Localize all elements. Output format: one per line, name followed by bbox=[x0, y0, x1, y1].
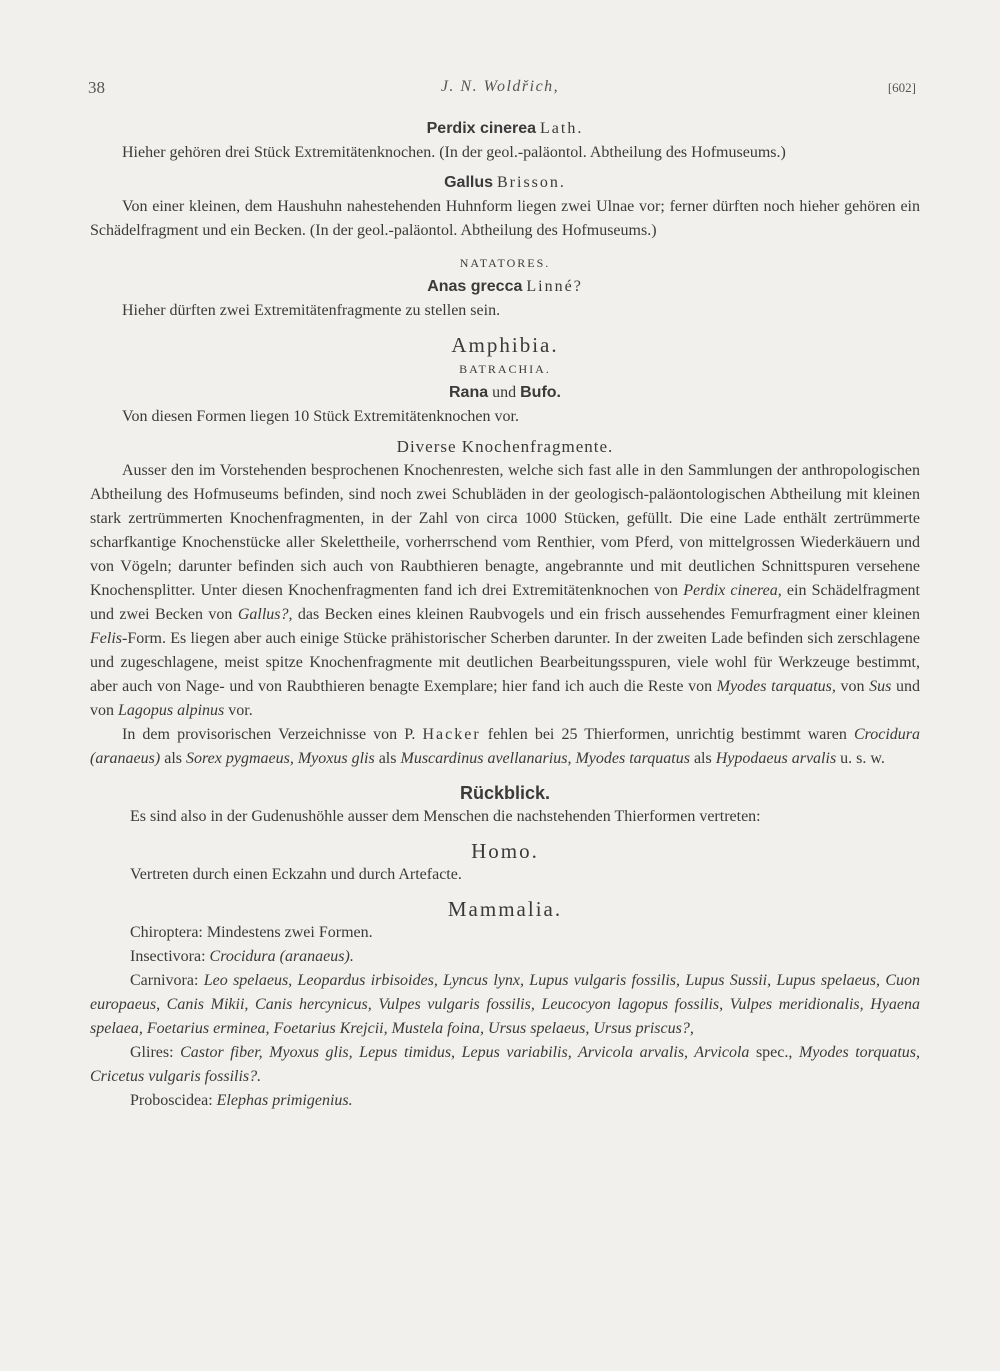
taxon-list: Leo spelaeus, Leopardus irbisoides, Lyncus lynx, Lupus vulgaris fossilis, Lupus Sussii, Lupus spelaeus, Cuon europaeus, Canis Mikii, Canis hercynicus, Vulpes vulgaris fossilis, Leucocyon lagopus fossilis, Vulpes meridionalis, Hyaena spelaea, Foetarius erminea, Foetarius Krejcii, Mustela foina, Ursus spelaeus, Ursus priscus?, bbox=[90, 972, 920, 1037]
heading-perdix bbox=[90, 117, 920, 141]
running-header bbox=[0, 78, 1000, 102]
order-label: Proboscidea: bbox=[130, 1092, 213, 1109]
taxon-name: Hypodaeus arvalis bbox=[715, 750, 837, 767]
text-run: -Form. Es liegen aber auch einige Stücke prähistorischer Scherben darunter. In der zweiten Lade befinden sich zerschlagene und zugeschlagene, meist spitze Knochenfragmente mit deutlichen Bearbeitungsspuren, viele wohl für Werkzeuge bestimmt, aber auch von Nage- und von Raubthieren benagte Exemplare; hier fand ich auch die Reste von bbox=[90, 630, 920, 695]
text-run: das Becken eines kleinen Raubvogels und ein frisch aussehendes Femurfragment einer kleinen bbox=[292, 606, 920, 623]
order-label: Carnivora: bbox=[130, 972, 199, 989]
taxon-name: Gallus?, bbox=[237, 606, 293, 623]
order-label: Chiroptera: bbox=[130, 924, 203, 941]
list-item-insectivora bbox=[90, 945, 920, 969]
taxon-name: Felis bbox=[90, 630, 122, 647]
heading-mammalia: Mammalia. bbox=[447, 897, 563, 921]
text-run: In dem provisorischen Verzeichnisse von P. bbox=[122, 726, 423, 743]
paragraph-gallus: Von einer kleinen, dem Haushuhn nahestehenden Huhnform liegen zwei Ulnae vor; ferner dürften noch hieher gehören ein Schädelfragment und ein Becken. (In der geol.-paläontol. Abtheilung des Hofmuseums.) bbox=[90, 198, 920, 239]
genus-name: Rana bbox=[449, 384, 489, 401]
order-heading-batrachia: BATRACHIA. bbox=[459, 362, 551, 376]
heading-rueckblick: Rückblick. bbox=[459, 783, 551, 803]
text-run: als bbox=[160, 750, 186, 767]
taxon-name: Muscardinus avellanarius, Myodes tarquatus bbox=[400, 750, 690, 767]
text-run: von bbox=[835, 678, 870, 695]
text-run: Ausser den im Vorstehenden besprochenen Knochenresten, welche sich fast alle in den Sammlungen der anthropologischen Abtheilung des Hofmuseums befinden, sind noch zwei Schubläden in der geologisch-paläontologischen Abtheilung mit kleinen stark zertrümmerten Knochenfragmenten, in der Zahl von circa 1000 Stücken, gefüllt. Die eine Lade enthält zertrümmerte scharfkantige Knochenstücke aller Skelettheile, vorherrschend vom Renthier, vom Pferd, von mittelgrossen Wiederkäuern und von Vögeln; darunter befinden sich auch von Raubthieren benagte, angebrannte und mit deutlichen Schnittspuren versehene Knochensplitter. Unter diesen Knochenfragmenten fand ich drei Extremitätenknochen von bbox=[90, 462, 920, 599]
bracket-page-number: [602] bbox=[887, 80, 916, 95]
text-run: fehlen bei 25 Thierformen, unrichtig bestimmt waren bbox=[480, 726, 854, 743]
page-number: 38 bbox=[88, 78, 105, 97]
text-run: als bbox=[374, 750, 401, 767]
class-heading-amphibia: Amphibia. bbox=[451, 333, 559, 357]
taxon-name: Crocidura (aranaeus) bbox=[90, 726, 921, 767]
taxon-name: Elephas primigenius. bbox=[216, 1092, 353, 1109]
heading-gallus bbox=[90, 171, 920, 195]
text-run: u. s. w. bbox=[836, 750, 885, 767]
taxon-list: Castor fiber, Myoxus glis, Lepus timidus, Lepus variabilis, Arvicola arvalis, Arvicola bbox=[180, 1044, 750, 1061]
heading-anas bbox=[90, 275, 920, 299]
paragraph-rueckblick: Es sind also in der Gudenushöhle ausser dem Menschen die nachstehenden Thierformen vertreten: bbox=[130, 808, 761, 825]
genus-name: Anas grecca bbox=[427, 278, 523, 295]
taxon-name: Myodes tarquatus, bbox=[716, 678, 836, 695]
order-heading-natatores: NATATORES. bbox=[459, 256, 551, 270]
genus-name: Perdix cinerea bbox=[426, 120, 537, 137]
order-label: Insectivora: bbox=[130, 948, 206, 965]
taxon-name: Sorex pygmaeus, Myoxus glis bbox=[186, 750, 375, 767]
paragraph-rana-bufo: Von diesen Formen liegen 10 Stück Extremitätenknochen vor. bbox=[122, 408, 519, 425]
paragraph-diverse-1 bbox=[90, 459, 920, 723]
taxon-name: Lagopus alpinus bbox=[118, 702, 225, 719]
taxon-name: Crocidura (aranaeus). bbox=[209, 948, 354, 965]
paragraph-diverse-2 bbox=[90, 723, 920, 771]
taxon-list: Myodes torquatus, Cricetus vulgaris fossilis?. bbox=[90, 1044, 920, 1085]
conjunction: und bbox=[492, 384, 517, 401]
page-body bbox=[90, 117, 920, 1113]
running-author: J. N. Woldřich, bbox=[440, 78, 560, 95]
order-label: Glires: bbox=[130, 1044, 174, 1061]
text-run: und von bbox=[90, 678, 921, 719]
heading-homo: Homo. bbox=[471, 839, 539, 863]
paragraph-anas: Hieher dürften zwei Extremitätenfragmente zu stellen sein. bbox=[122, 302, 501, 319]
heading-rana-bufo bbox=[90, 381, 920, 405]
person-name: Hacker bbox=[422, 726, 481, 743]
paragraph-homo: Vertreten durch einen Eckzahn und durch Artefacte. bbox=[130, 866, 462, 883]
text-run: ein Schädelfragment und zwei Becken von bbox=[90, 582, 920, 623]
paragraph-perdix: Hieher gehören drei Stück Extremitätenknochen. (In der geol.-paläontol. Abtheilung des Hofmuseums.) bbox=[122, 144, 786, 161]
text-run: spec., bbox=[749, 1044, 799, 1061]
list-item-chiroptera bbox=[90, 921, 920, 945]
taxon-name: Sus bbox=[869, 678, 892, 695]
genus-name: Bufo. bbox=[520, 384, 561, 401]
authority: Linné? bbox=[526, 278, 583, 295]
text-run: vor. bbox=[224, 702, 253, 719]
taxon-name: Perdix cinerea, bbox=[683, 582, 782, 599]
list-item-glires bbox=[90, 1041, 920, 1089]
list-item-carnivora bbox=[90, 969, 920, 1041]
authority: Lath. bbox=[540, 120, 584, 137]
authority: Brisson. bbox=[497, 174, 566, 191]
text-run: als bbox=[689, 750, 716, 767]
heading-diverse: Diverse Knochenfragmente. bbox=[396, 437, 614, 456]
list-item-proboscidea bbox=[90, 1089, 920, 1113]
genus-name: Gallus bbox=[444, 174, 493, 191]
order-text: Mindestens zwei Formen. bbox=[206, 924, 373, 941]
